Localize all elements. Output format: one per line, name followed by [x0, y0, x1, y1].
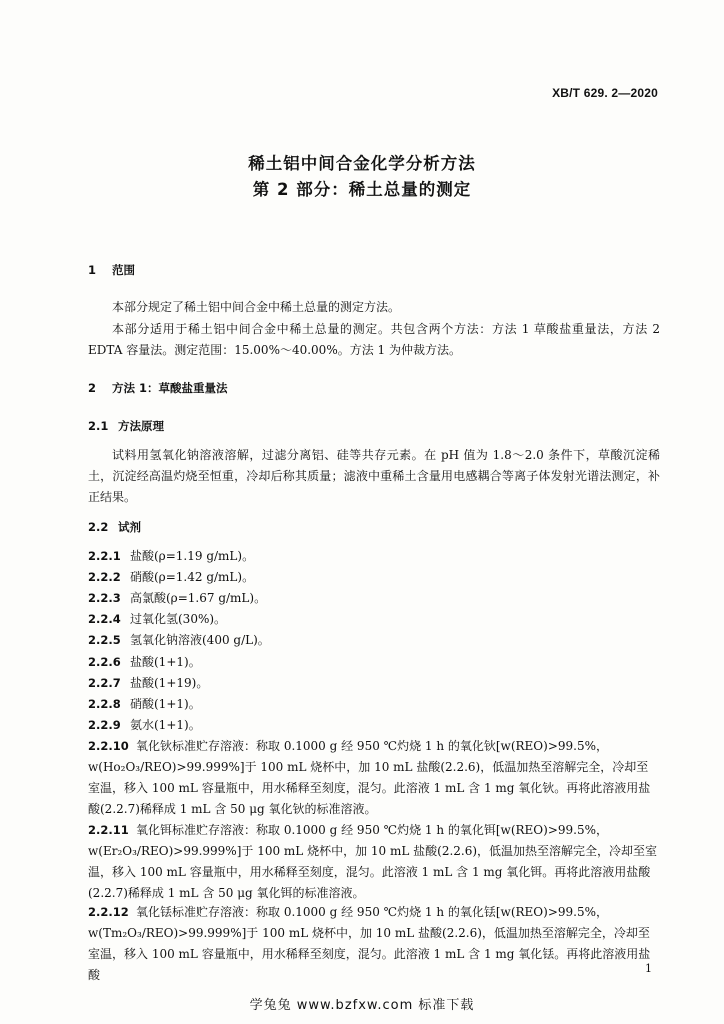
section-title: 范围 [112, 263, 136, 277]
reagent-item: 2.2.8 硝酸(1+1)。 [88, 697, 201, 711]
section-heading-scope [88, 262, 135, 278]
reagent-item: 2.2.4 过氧化氢(30%)。 [88, 612, 227, 626]
section-number: 2.2 [88, 520, 109, 534]
section-number: 2 [88, 381, 97, 395]
section-heading-reagents [88, 519, 141, 535]
section-number: 2.1 [88, 419, 109, 433]
section-number: 1 [88, 263, 97, 277]
reagent-item: 2.2.5 氢氧化钠溶液(400 g/L)。 [88, 633, 270, 647]
page-number: 1 [645, 962, 652, 975]
section-title: 试剂 [118, 520, 142, 534]
scope-paragraph-2: 本部分适用于稀土铝中间合金中稀土总量的测定。共包含两个方法：方法 1 草酸盐重量法，方法 2 EDTA 容量法。测定范围：15.00%～40.00%。方法 1 为仲裁方法。 [88, 322, 660, 357]
reagent-item: 2.2.1 盐酸(ρ=1.19 g/mL)。 [88, 549, 255, 563]
reagent-item: 2.2.9 氨水(1+1)。 [88, 718, 201, 732]
reagent-item: 2.2.7 盐酸(1+19)。 [88, 676, 209, 690]
section-title: 方法原理 [118, 419, 165, 433]
section-heading-principle [88, 418, 164, 434]
standard-number: XB/T 629. 2—2020 [552, 86, 658, 100]
reagent-item: 2.2.3 高氯酸(ρ=1.67 g/mL)。 [88, 591, 267, 605]
principle-paragraph: 试料用氢氧化钠溶液溶解，过滤分离铝、硅等共存元素。在 pH 值为 1.8～2.0 条件下，草酸沉淀稀土，沉淀经高温灼烧至恒重，冷却后称其质量；滤液中重稀土含量用电感耦合等离子体发射光谱法测定，补正结果。 [88, 448, 660, 504]
footer-watermark: 学兔兔 www.bzfxw.com 标准下载 [249, 998, 475, 1013]
standard-solution-item: 2.2.10 氧化钬标准贮存溶液：称取 0.1000 g 经 950 ℃灼烧 1 h 的氧化钬[w(REO)>99.5%，w(Ho₂O₃/REO)>99.999%]于 100 mL 烧杯中，加 10 mL 盐酸(2.2.6)，低温加热至溶解完全，冷却至室温，移入 100 mL 容量瓶中，用水稀释至刻度，混匀。此溶液 1 mL 含 1 mg 氧化钬。再将此溶液用盐酸(2.2.7)稀释成 1 mL 含 50 μg 氧化钬的标准溶液。 [88, 739, 651, 816]
reagent-item: 2.2.6 盐酸(1+1)。 [88, 655, 201, 669]
document-subtitle: 第 2 部分：稀土总量的测定 [252, 180, 472, 199]
document-title: 稀土铝中间合金化学分析方法 [248, 154, 476, 173]
reagent-item: 2.2.2 硝酸(ρ=1.42 g/mL)。 [88, 570, 255, 584]
section-title: 方法 1：草酸盐重量法 [112, 381, 228, 395]
section-heading-method-1 [88, 380, 228, 396]
standard-solution-item: 2.2.11 氧化铒标准贮存溶液：称取 0.1000 g 经 950 ℃灼烧 1 h 的氧化铒[w(REO)>99.5%，w(Er₂O₃/REO)>99.999%]于 100 mL 烧杯中，加 10 mL 盐酸(2.2.6)，低温加热至溶解完全，冷却至室温，移入 100 mL 容量瓶中，用水稀释至刻度，混匀。此溶液 1 mL 含 1 mg 氧化铒。再将此溶液用盐酸(2.2.7)稀释成 1 mL 含 50 μg 氧化铒的标准溶液。 [88, 823, 658, 900]
scope-paragraph-1: 本部分规定了稀土铝中间合金中稀土总量的测定方法。 [112, 300, 401, 314]
standard-solution-item: 2.2.12 氧化铥标准贮存溶液：称取 0.1000 g 经 950 ℃灼烧 1 h 的氧化铥[w(REO)>99.5%，w(Tm₂O₃/REO)>99.999%]于 100 mL 烧杯中，加 10 mL 盐酸(2.2.6)，低温加热至溶解完全，冷却至室温，移入 100 mL 容量瓶中，用水稀释至刻度，混匀。此溶液 1 mL 含 1 mg 氧化铥。再将此溶液用盐酸 [88, 905, 651, 982]
